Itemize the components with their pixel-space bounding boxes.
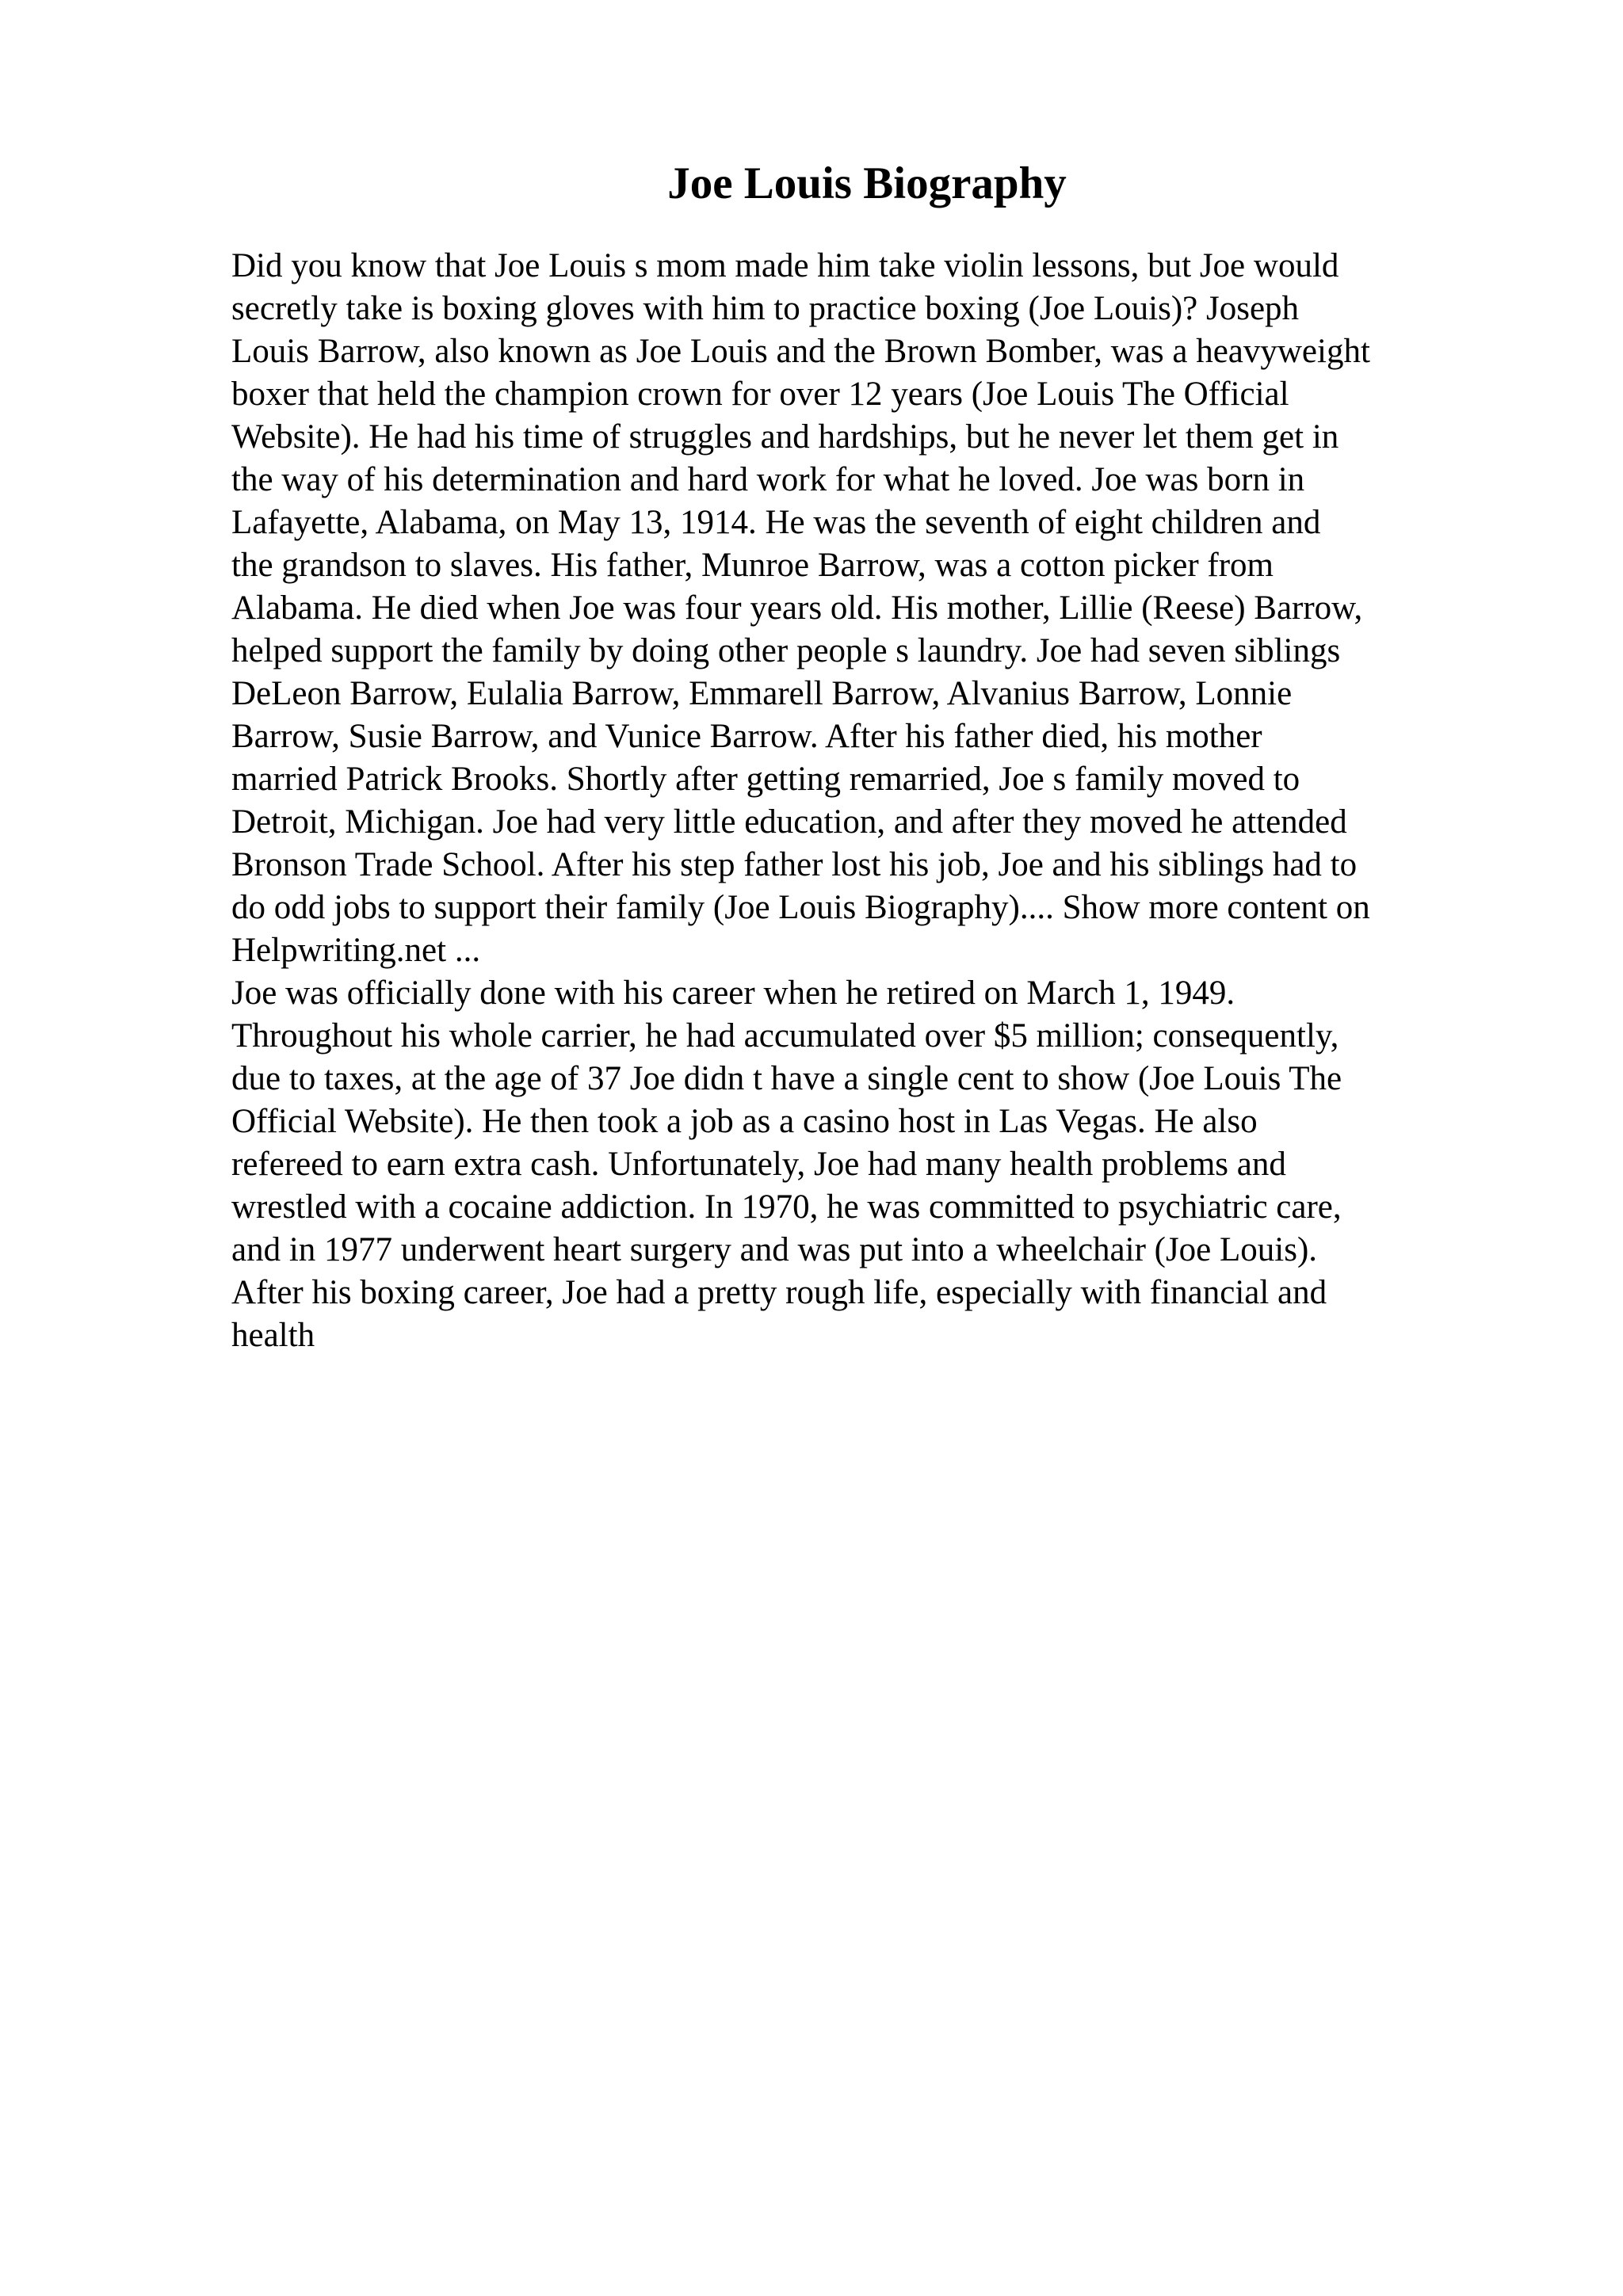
body-line: and in 1977 underwent heart surgery and was put into a wheelchair (Joe Louis).	[231, 1231, 1318, 1268]
document-body	[231, 245, 1499, 1357]
body-line: Detroit, Michigan. Joe had very little education, and after they moved he attended	[231, 803, 1347, 841]
body-line: Official Website). He then took a job as a casino host in Las Vegas. He also	[231, 1103, 1258, 1140]
body-line: helped support the family by doing other people s laundry. Joe had seven siblings	[231, 632, 1341, 669]
body-line: After his boxing career, Joe had a pretty rough life, especially with financial and	[231, 1274, 1327, 1311]
body-line: DeLeon Barrow, Eulalia Barrow, Emmarell Barrow, Alvanius Barrow, Lonnie	[231, 675, 1293, 712]
body-line: Helpwriting.net ...	[231, 932, 481, 969]
body-line: boxer that held the champion crown for over 12 years (Joe Louis The Official	[231, 376, 1289, 413]
body-line: Bronson Trade School. After his step father lost his job, Joe and his siblings had to	[231, 846, 1358, 883]
body-line: secretly take is boxing gloves with him to practice boxing (Joe Louis)? Joseph	[231, 290, 1300, 327]
body-line: Throughout his whole carrier, he had accumulated over $5 million; consequently,	[231, 1017, 1339, 1055]
body-line: wrestled with a cocaine addiction. In 1970, he was committed to psychiatric care,	[231, 1188, 1342, 1226]
body-line: due to taxes, at the age of 37 Joe didn t have a single cent to show (Joe Louis The	[231, 1060, 1342, 1097]
body-line: Website). He had his time of struggles and hardships, but he never let them get in	[231, 418, 1339, 456]
body-line: Joe was officially done with his career when he retired on March 1, 1949.	[231, 974, 1235, 1012]
body-line: Barrow, Susie Barrow, and Vunice Barrow. After his father died, his mother	[231, 718, 1262, 755]
document-title: Joe Louis Biography	[667, 158, 1067, 208]
body-line: Alabama. He died when Joe was four years old. His mother, Lillie (Reese) Barrow,	[231, 589, 1363, 627]
body-line: married Patrick Brooks. Shortly after getting remarried, Joe s family moved to	[231, 761, 1300, 798]
body-line: Did you know that Joe Louis s mom made him take violin lessons, but Joe would	[231, 247, 1339, 284]
body-line: Lafayette, Alabama, on May 13, 1914. He was the seventh of eight children and	[231, 504, 1321, 541]
body-line: Louis Barrow, also known as Joe Louis and the Brown Bomber, was a heavyweight	[231, 333, 1370, 370]
body-line: health	[231, 1317, 315, 1354]
body-line: refereed to earn extra cash. Unfortunately, Joe had many health problems and	[231, 1146, 1286, 1183]
body-line: the way of his determination and hard work for what he loved. Joe was born in	[231, 461, 1305, 498]
body-line: do odd jobs to support their family (Joe Louis Biography).... Show more content on	[231, 889, 1370, 926]
body-line: the grandson to slaves. His father, Munroe Barrow, was a cotton picker from	[231, 547, 1274, 584]
